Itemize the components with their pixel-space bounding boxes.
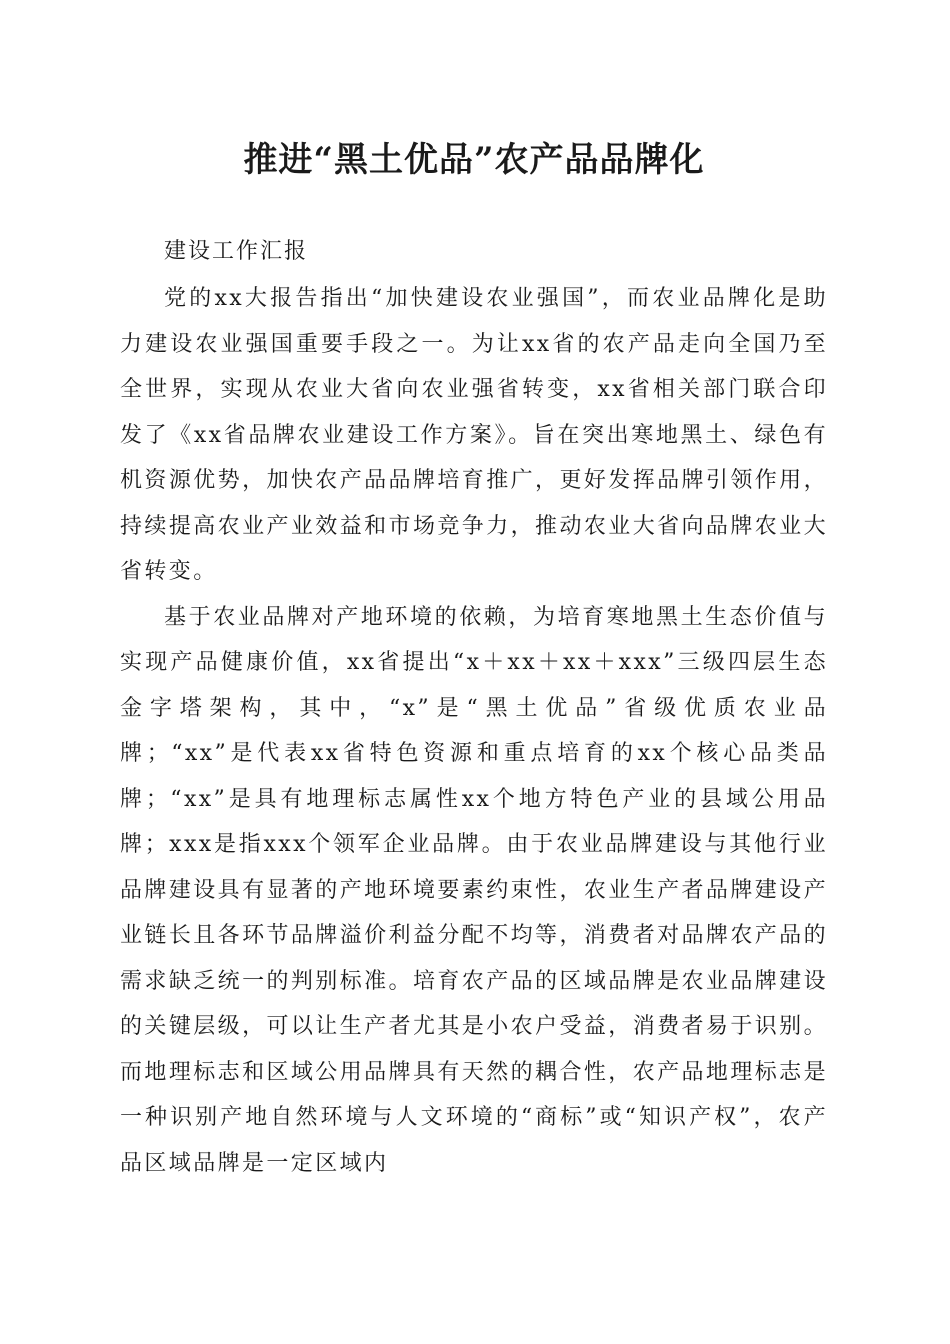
document-title: 推进“黑土优品”农产品品牌化 bbox=[243, 140, 705, 180]
paragraph-2: 基于农业品牌对产地环境的依赖，为培育寒地黑土生态价值与实现产品健康价值，xx省提出“x＋xx＋xx＋xxx”三级四层生态金字塔架构，其中，“x”是“黑土优品”省级优质农业品牌；“xx”是代表xx省特色资源和重点培育的xx个核心品类品牌；“xx”是具有地理标志属性xx个地方特色产业的县域公用品牌；xxx是指xxx个领军企业品牌。由于农业品牌建设与其他行业品牌建设具有显著的产地环境要素约束性，农业生产者品牌建设产业链长且各环节品牌溢价利益分配不均等，消费者对品牌农产品的需求缺乏统一的判别标准。培育农产品的区域品牌是农业品牌建设的关键层级，可以让生产者尤其是小农户受益，消费者易于识别。而地理标志和区域公用品牌具有天然的耦合性，农产品地理标志是一种识别产地自然环境与人文环境的“商标”或“知识产权”，农产品区域品牌是一定区域内 bbox=[120, 604, 828, 1176]
document-body bbox=[120, 276, 828, 1186]
paragraph-1: 党的xx大报告指出“加快建设农业强国”，而农业品牌化是助力建设农业强国重要手段之一。为让xx省的农产品走向全国乃至全世界，实现从农业大省向农业强省转变，xx省相关部门联合印发了《xx省品牌农业建设工作方案》。旨在突出寒地黑土、绿色有机资源优势，加快农产品品牌培育推广，更好发挥品牌引领作用，持续提高农业产业效益和市场竞争力，推动农业大省向品牌农业大省转变。 bbox=[120, 286, 828, 584]
document-subtitle: 建设工作汇报 bbox=[164, 239, 309, 264]
